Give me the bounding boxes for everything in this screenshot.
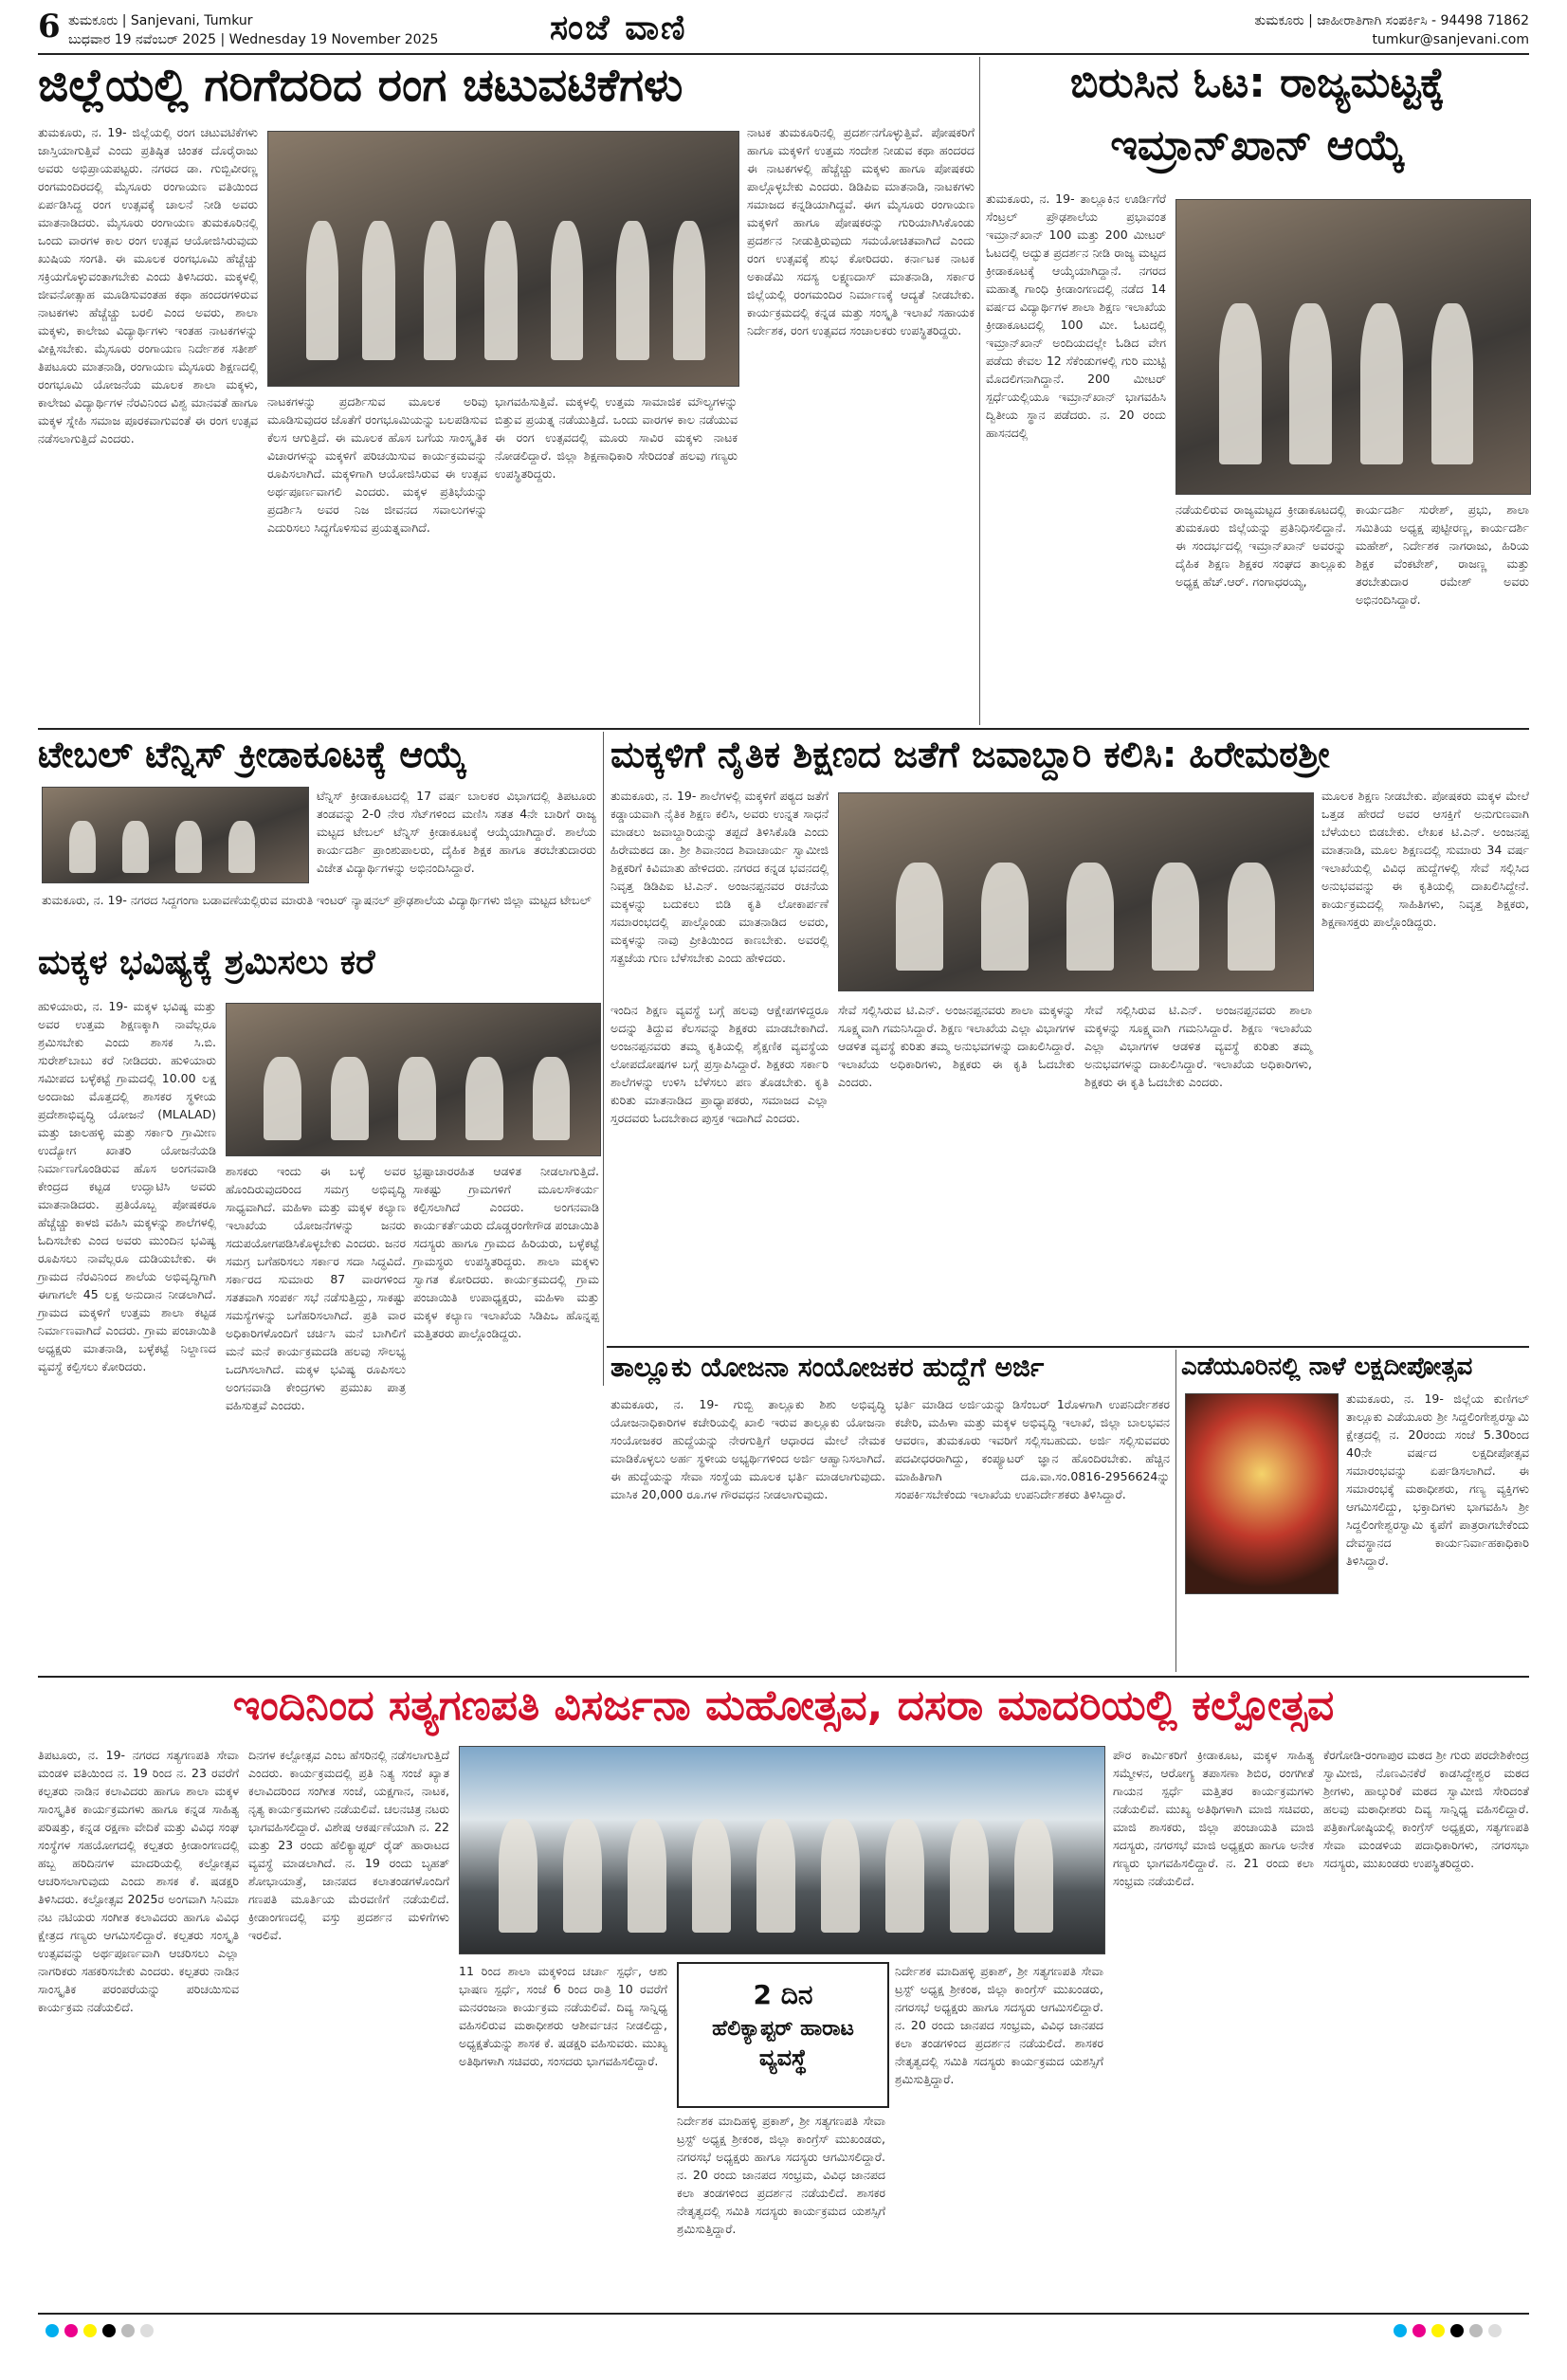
story5-col1b: ಇಂದಿನ ಶಿಕ್ಷಣ ವ್ಯವಸ್ಥೆ ಬಗ್ಗೆ ಹಲವು ಆಕ್ಷೇಪಗಳಿದ್ದರೂ ಅದನ್ನು ತಿದ್ದುವ ಕೆಲಸವನ್ನು ಶಿಕ್ಷಕರು ಮಾಡಬೇಕಾಗಿದೆ. ಅಂಜನಪ್ಪನವರು ತಮ್ಮ ಕೃತಿಯಲ್ಲಿ ಶೈಕ್ಷಣಿಕ ವ್ಯವಸ್ಥೆಯ ಲೋಪದೋಷಗಳ ಬಗ್ಗೆ ಪ್ರಸ್ತಾಪಿಸಿದ್ದಾರೆ. ಶಿಕ್ಷಕರು ಸರ್ಕಾರಿ ಶಾಲೆಗಳನ್ನು ಉಳಿಸಿ ಬೆಳೆಸಲು ಪಣ ತೊಡಬೇಕು. ಕೃತಿ ಕುರಿತು ಮಾತನಾಡಿದ ಪ್ರಾಧ್ಯಾಪಕರು, ಸಮಾಜದ ಎಲ್ಲಾ ಸ್ತರದವರು ಓದಬೇಕಾದ ಪುಸ್ತಕ ಇದಾಗಿದೆ ಎಂದರು. xyxy=(610,1003,829,1125)
story7-photo xyxy=(1185,1393,1339,1594)
ad-line-2: ಹೆಲಿಕ್ಯಾಪ್ಟರ್ ಹಾರಾಟ xyxy=(712,2017,854,2041)
story5-col4: ಮೂಲಕ ಶಿಕ್ಷಣ ನೀಡಬೇಕು. ಪೋಷಕರು ಮಕ್ಕಳ ಮೇಲೆ ಒತ್ತಡ ಹೇರದೆ ಅವರ ಆಸಕ್ತಿಗೆ ಅನುಗುಣವಾಗಿ ಬೆಳೆಯಲು ಬಿಡಬೇಕು. ಲೇಖಕ ಟಿ.ಎನ್. ಅಂಜನಪ್ಪ ಮಾತನಾಡಿ, ಮೂಲ ಶಿಕ್ಷಣದಲ್ಲಿ ಸುಮಾರು 34 ವರ್ಷ ಇಲಾಖೆಯಲ್ಲಿ ವಿವಿಧ ಹುದ್ದೆಗಳಲ್ಲಿ ಸೇವೆ ಸಲ್ಲಿಸಿದ ಅನುಭವವನ್ನು ಈ ಕೃತಿಯಲ್ಲಿ ದಾಖಲಿಸಿದ್ದೇನೆ. ಕಾರ್ಯಕ್ರಮದಲ್ಲಿ ಸಾಹಿತಿಗಳು, ನಿವೃತ್ತ ಶಿಕ್ಷಕರು, ಶಿಕ್ಷಣಾಸಕ್ತರು ಪಾಲ್ಗೊಂಡಿದ್ದರು. xyxy=(1321,789,1529,929)
story1-col3: ಭಾಗವಹಿಸುತ್ತಿವೆ. ಮಕ್ಕಳಲ್ಲಿ ಉತ್ತಮ ಸಾಮಾಜಿಕ ಮೌಲ್ಯಗಳನ್ನು ಬಿತ್ತುವ ಪ್ರಯತ್ನ ನಡೆಯುತ್ತಿದೆ. ಒಂದು ವಾರಗಳ ಕಾಲ ನಡೆಯುವ ಈ ರಂಗ ಉತ್ಸವದಲ್ಲಿ ಮೂರು ಸಾವಿರ ಮಕ್ಕಳು ನಾಟಕ ನೋಡಲಿದ್ದಾರೆ. ಜಿಲ್ಲಾ ಶಿಕ್ಷಣಾಧಿಕಾರಿ ಸೇರಿದಂತೆ ಹಲವು ಗಣ್ಯರು ಉಪಸ್ಥಿತರಿದ್ದರು. xyxy=(495,394,738,481)
story5-col3: ಸೇವೆ ಸಲ್ಲಿಸಿರುವ ಟಿ.ಎನ್. ಅಂಜನಪ್ಪನವರು ಶಾಲಾ ಮಕ್ಕಳನ್ನು ಸೂಕ್ಷ್ಮವಾಗಿ ಗಮನಿಸಿದ್ದಾರೆ. ಶಿಕ್ಷಣ ಇಲಾಖೆಯ ಎಲ್ಲಾ ವಿಭಾಗಗಳ ಆಡಳಿತ ವ್ಯವಸ್ಥೆ ಕುರಿತು ತಮ್ಮ ಅನುಭವಗಳನ್ನು ದಾಖಲಿಸಿದ್ದಾರೆ. ಇಲಾಖೆಯ ಅಧಿಕಾರಿಗಳು, ಶಿಕ್ಷಕರು ಈ ಕೃತಿ ಓದಬೇಕು ಎಂದರು. xyxy=(1084,1003,1312,1089)
story6-col1: ತುಮಕೂರು, ನ. 19- ಗುಬ್ಬಿ ತಾಲ್ಲೂಕು ಶಿಶು ಅಭಿವೃದ್ಧಿ ಯೋಜನಾಧಿಕಾರಿಗಳ ಕಚೇರಿಯಲ್ಲಿ ಖಾಲಿ ಇರುವ ತಾಲ್ಲೂಕು ಯೋಜನಾ ಸಂಯೋಜಕರ ಹುದ್ದೆಯನ್ನು ನೇರಗುತ್ತಿಗೆ ಆಧಾರದ ಮೇಲೆ ನೇಮಕ ಮಾಡಿಕೊಳ್ಳಲು ಅರ್ಹ ಸ್ಥಳೀಯ ಅಭ್ಯರ್ಥಿಗಳಿಂದ ಅರ್ಜಿ ಆಹ್ವಾನಿಸಲಾಗಿದೆ. ಈ ಹುದ್ದೆಯನ್ನು ಸೇವಾ ಸಂಸ್ಥೆಯ ಮೂಲಕ ಭರ್ತಿ ಮಾಡಲಾಗುವುದು. ಮಾಸಿಕ 20,000 ರೂ.ಗಳ ಗೌರವಧನ ನೀಡಲಾಗುವುದು. xyxy=(610,1397,885,1501)
story8-col1: ತಿಪಟೂರು, ನ. 19- ನಗರದ ಸತ್ಯಗಣಪತಿ ಸೇವಾ ಮಂಡಳಿ ವತಿಯಿಂದ ನ. 19 ರಿಂದ ನ. 23 ರವರೆಗೆ ಕಲ್ಪತರು ನಾಡಿನ ಕಲಾವಿದರು ಹಾಗೂ ಶಾಲಾ ಮಕ್ಕಳ ಸಾಂಸ್ಕೃತಿಕ ಕಾರ್ಯಕ್ರಮಗಳು ಹಾಗೂ ಕನ್ನಡ ಸಾಹಿತ್ಯ ಪರಿಷತ್ತು, ಕನ್ನಡ ರಕ್ಷಣಾ ವೇದಿಕೆ ಮತ್ತು ವಿವಿಧ ಸಂಘ ಸಂಸ್ಥೆಗಳ ಸಹಯೋಗದಲ್ಲಿ ಕಲ್ಪತರು ಕ್ರೀಡಾಂಗಣದಲ್ಲಿ ಹಬ್ಬ ಹರಿದಿನಗಳ ಮಾದರಿಯಲ್ಲಿ ಕಲ್ಪೋತ್ಸವ ಆಚರಿಸಲಾಗುವುದು ಎಂದು ಶಾಸಕ ಕೆ. ಷಡಕ್ಷರಿ ತಿಳಿಸಿದರು. ಕಲ್ಪೋತ್ಸವ 2025ರ ಅಂಗವಾಗಿ ಸಿನಿಮಾ ನಟ ನಟಿಯರು ಸಂಗೀತ ಕಲಾವಿದರು ಹಾಗೂ ವಿವಿಧ ಕ್ಷೇತ್ರದ ಗಣ್ಯರು ಆಗಮಿಸಲಿದ್ದಾರೆ. ಕಲ್ಪತರು ಸಂಸ್ಕೃತಿ ಉತ್ಸವವನ್ನು ಅರ್ಥಪೂರ್ಣವಾಗಿ ಆಚರಿಸಲು ಎಲ್ಲಾ ನಾಗರಿಕರು ಸಹಕರಿಸಬೇಕು ಎಂದರು. ಕಲ್ಪತರು ನಾಡಿನ ಸಾಂಸ್ಕೃತಿಕ ಪರಂಪರೆಯನ್ನು ಪರಿಚಯಿಸುವ ಕಾರ್ಯಕ್ರಮ ನಡೆಯಲಿದೆ. xyxy=(38,1748,239,2014)
story4-col2: ಶಾಸಕರು ಇಂದು ಈ ಬಳ್ಳೆ ಅವರ ಹೊಂದಿರುವುದರಿಂದ ಸಮಗ್ರ ಅಭಿವೃದ್ಧಿ ಸಾಧ್ಯವಾಗಿದೆ. ಮಹಿಳಾ ಮತ್ತು ಮಕ್ಕಳ ಕಲ್ಯಾಣ ಇಲಾಖೆಯ ಯೋಜನೆಗಳನ್ನು ಜನರು ಸದುಪಯೋಗಪಡಿಸಿಕೊಳ್ಳಬೇಕು ಎಂದರು. ಜನರ ಸಮಗ್ರ ಬಗೆಹರಿಸಲು ಸರ್ಕಾರ ಸದಾ ಸಿದ್ಧವಿದೆ. ಸರ್ಕಾರದ ಸುಮಾರು 87 ವಾರಗಳಿಂದ ಸತತವಾಗಿ ಸಂಪರ್ಕ ಸಭೆ ನಡೆಸುತ್ತಿದ್ದು, ಸಾಕಷ್ಟು ಸಮಸ್ಯೆಗಳನ್ನು ಬಗೆಹರಿಸಲಾಗಿದೆ. ಪ್ರತಿ ವಾರ ಅಧಿಕಾರಿಗಳೊಂದಿಗೆ ಚರ್ಚಿಸಿ ಮನೆ ಬಾಗಿಲಿಗೆ ಮನೆ ಮನೆ ಕಾರ್ಯಕ್ರಮದಡಿ ಹಲವು ಸೌಲಭ್ಯ ಒದಗಿಸಲಾಗಿದೆ. ಮಕ್ಕಳ ಭವಿಷ್ಯ ರೂಪಿಸಲು ಅಂಗನವಾಡಿ ಕೇಂದ್ರಗಳು ಪ್ರಮುಖ ಪಾತ್ರ ವಹಿಸುತ್ತವೆ ಎಂದರು. xyxy=(226,1164,406,1412)
ad-line-1: 2 ದಿನ xyxy=(753,1979,813,2010)
story2-col3: ಕಾರ್ಯದರ್ಶಿ ಸುರೇಶ್, ಪ್ರಭು, ಶಾಲಾ ಸಮಿತಿಯ ಅಧ್ಯಕ್ಷ ಪುಟ್ಟೀರಣ್ಣ, ಕಾರ್ಯದರ್ಶಿ ಮಹೇಶ್, ನಿರ್ದೇಶಕ ನಾಗರಾಜು, ಹಿರಿಯ ಶಿಕ್ಷಕ ವೆಂಕಟೇಶ್, ರಾಜಣ್ಣ ಮತ್ತು ತರಬೇತುದಾರ ರಮೇಶ್ ಅವರು ಅಭಿನಂದಿಸಿದ್ದಾರೆ. xyxy=(1356,502,1529,607)
story8-headline: ಇಂದಿನಿಂದ ಸತ್ಯಗಣಪತಿ ವಿಸರ್ಜನಾ ಮಹೋತ್ಸವ, ದಸರಾ ಮಾದರಿಯಲ್ಲಿ ಕಲ್ಪೋತ್ಸವ xyxy=(232,1681,1335,1730)
story5-col1: ತುಮಕೂರು, ನ. 19- ಶಾಲೆಗಳಲ್ಲಿ ಮಕ್ಕಳಿಗೆ ಪಠ್ಯದ ಜತೆಗೆ ಕಡ್ಡಾಯವಾಗಿ ನೈತಿಕ ಶಿಕ್ಷಣ ಕಲಿಸಿ, ಅವರು ಉನ್ನತ ಸಾಧನೆ ಮಾಡಲು ಜವಾಬ್ದಾರಿಯನ್ನು ತಪ್ಪದೆ ತಿಳಿಸಿಕೊಡಿ ಎಂದು ಹಿರೇಮಠದ ಡಾ. ಶ್ರೀ ಶಿವಾನಂದ ಶಿವಾಚಾರ್ಯ ಸ್ವಾಮೀಜಿ ಶಿಕ್ಷಕರಿಗೆ ಕಿವಿಮಾತು ಹೇಳಿದರು. ನಗರದ ಕನ್ನಡ ಭವನದಲ್ಲಿ ನಿವೃತ್ತ ಡಿಡಿಪಿಐ ಟಿ.ಎನ್. ಅಂಜನಪ್ಪನವರ ರಚನೆಯ ಮಕ್ಕಳನ್ನು ಬದುಕಲು ಬಿಡಿ ಕೃತಿ ಲೋಕಾರ್ಪಣೆ ಸಮಾರಂಭದಲ್ಲಿ ಪಾಲ್ಗೊಂಡು ಮಾತನಾಡಿದ ಅವರು, ಮಕ್ಕಳನ್ನು ನಾವು ಪ್ರೀತಿಯಿಂದ ಕಾಣಬೇಕು. ಅವರಲ್ಲಿ ಸತ್ಪ್ರಜೆಯ ಗುಣ ಬೆಳೆಸಬೇಕು ಎಂದು ಹೇಳಿದರು. xyxy=(610,789,829,965)
color-registration-right xyxy=(1394,2324,1526,2343)
contact-info xyxy=(1254,11,1529,49)
story8-col5: ಪೌರ ಕಾರ್ಮಿಕರಿಗೆ ಕ್ರೀಡಾಕೂಟ, ಮಕ್ಕಳ ಸಾಹಿತ್ಯ ಸಮ್ಮೇಳನ, ಆರೋಗ್ಯ ತಪಾಸಣಾ ಶಿಬಿರ, ರಂಗಗೀತೆ ಗಾಯನ ಸ್ಪರ್ಧೆ ಮತ್ತಿತರ ಕಾರ್ಯಕ್ರಮಗಳು ನಡೆಯಲಿವೆ. ಮುಖ್ಯ ಅತಿಥಿಗಳಾಗಿ ಮಾಜಿ ಸಚಿವರು, ಮಾಜಿ ಶಾಸಕರು, ಜಿಲ್ಲಾ ಪಂಚಾಯತಿ ಮಾಜಿ ಸದಸ್ಯರು, ನಗರಸಭೆ ಮಾಜಿ ಅಧ್ಯಕ್ಷರು ಹಾಗೂ ಅನೇಕ ಗಣ್ಯರು ಭಾಗವಹಿಸಲಿದ್ದಾರೆ. ನ. 21 ರಂದು ಕಲಾ ಸಂಭ್ರಮ ನಡೆಯಲಿದೆ. xyxy=(1113,1748,1314,1888)
story1-photo xyxy=(267,131,739,387)
story3-headline: ಟೇಬಲ್ ಟೆನ್ನಿಸ್ ಕ್ರೀಡಾಕೂಟಕ್ಕೆ ಆಯ್ಕೆ xyxy=(38,734,467,775)
story1-headline: ಜಿಲ್ಲೆಯಲ್ಲಿ ಗರಿಗೆದರಿದ ರಂಗ ಚಟುವಟಿಕೆಗಳು xyxy=(38,59,683,112)
date-line: ಬುಧವಾರ 19 ನವೆಂಬರ್ 2025 | Wednesday 19 November 2025 xyxy=(68,32,439,47)
story6-col2: ಭರ್ತಿ ಮಾಡಿದ ಅರ್ಜಿಯನ್ನು ಡಿಸೆಂಬರ್ 1ರೊಳಗಾಗಿ ಉಪನಿರ್ದೇಶಕರ ಕಚೇರಿ, ಮಹಿಳಾ ಮತ್ತು ಮಕ್ಕಳ ಅಭಿವೃದ್ಧಿ ಇಲಾಖೆ, ಜಿಲ್ಲಾ ಬಾಲಭವನ ಆವರಣ, ತುಮಕೂರು ಇವರಿಗೆ ಸಲ್ಲಿಸಬಹುದು. ಅರ್ಜಿ ಸಲ್ಲಿಸುವವರು ಪದವೀಧರರಾಗಿದ್ದು, ಕಂಪ್ಯೂಟರ್ ಜ್ಞಾನ ಹೊಂದಿರಬೇಕು. ಹೆಚ್ಚಿನ ಮಾಹಿತಿಗಾಗಿ ದೂ.ವಾ.ಸಂ.0816-2956624ನ್ನು ಸಂಪರ್ಕಿಸಬೇಕೆಂದು ಇಲಾಖೆಯ ಉಪನಿರ್ದೇಶಕರು ತಿಳಿಸಿದ್ದಾರೆ. xyxy=(895,1397,1170,1501)
story6-headline: ತಾಲ್ಲೂಕು ಯೋಜನಾ ಸಂಯೋಜಕರ ಹುದ್ದೆಗೆ ಅರ್ಜಿ xyxy=(610,1352,1045,1383)
email-link[interactable]: tumkur@sanjevani.com xyxy=(1372,32,1529,47)
story8-col2: ದಿನಗಳ ಕಲ್ಪೋತ್ಸವ ಎಂಬ ಹೆಸರಿನಲ್ಲಿ ನಡೆಸಲಾಗುತ್ತಿದೆ ಎಂದರು. ಕಾರ್ಯಕ್ರಮದಲ್ಲಿ ಪ್ರತಿ ನಿತ್ಯ ಸಂಜೆ ಖ್ಯಾತ ಕಲಾವಿದರಿಂದ ಸಂಗೀತ ಸಂಜೆ, ಯಕ್ಷಗಾನ, ನಾಟಕ, ನೃತ್ಯ ಕಾರ್ಯಕ್ರಮಗಳು ನಡೆಯಲಿವೆ. ಚಲನಚಿತ್ರ ನಟರು ಭಾಗವಹಿಸಲಿದ್ದಾರೆ. ವಿಶೇಷ ಆಕರ್ಷಣೆಯಾಗಿ ನ. 22 ಮತ್ತು 23 ರಂದು ಹೆಲಿಕ್ಯಾಪ್ಟರ್ ರೈಡ್ ಹಾರಾಟದ ವ್ಯವಸ್ಥೆ ಮಾಡಲಾಗಿದೆ. ನ. 19 ರಂದು ಬೃಹತ್ ಶೋಭಾಯಾತ್ರೆ, ಜಾನಪದ ಕಲಾತಂಡಗಳೊಂದಿಗೆ ಗಣಪತಿ ಮೂರ್ತಿಯ ಮೆರವಣಿಗೆ ನಡೆಯಲಿದೆ. ಕ್ರೀಡಾಂಗಣದಲ್ಲಿ ವಸ್ತು ಪ್ರದರ್ಶನ ಮಳಿಗೆಗಳು ಇರಲಿವೆ. xyxy=(248,1748,449,1942)
story4-headline: ಮಕ್ಕಳ ಭವಿಷ್ಯಕ್ಕೆ ಶ್ರಮಿಸಲು ಕರೆ xyxy=(38,943,375,982)
story1-col4: ನಾಟಕ ತುಮಕೂರಿನಲ್ಲಿ ಪ್ರದರ್ಶನಗೊಳ್ಳುತ್ತಿವೆ. ಪೋಷಕರಿಗೆ ಹಾಗೂ ಮಕ್ಕಳಿಗೆ ಉತ್ತಮ ಸಂದೇಶ ನೀಡುವ ಕಥಾ ಹಂದರದ ಈ ನಾಟಕಗಳಲ್ಲಿ ಹೆಚ್ಚೆಚ್ಚು ಮಕ್ಕಳು ಹಾಗೂ ಪೋಷಕರು ಪಾಲ್ಗೊಳ್ಳಬೇಕು ಎಂದರು. ಡಿಡಿಪಿಐ ಮಾತನಾಡಿ, ನಾಟಕಗಳು ಸಮಾಜದ ಕನ್ನಡಿಯಾಗಿದ್ದವೆ. ಈಗ ಮೈಸೂರು ರಂಗಾಯಣ ಮಕ್ಕಳಿಗೆ ಹಾಗೂ ಪೋಷಕರನ್ನು ಗುರಿಯಾಗಿಸಿಕೊಂಡು ಪ್ರದರ್ಶನ ನೀಡುತ್ತಿರುವುದು ಸಮಯೋಚಿತವಾಗಿದೆ ಎಂದು ರಂಗ ಉತ್ಸವಕ್ಕೆ ಶುಭ ಕೋರಿದರು. ಕರ್ನಾಟಕ ನಾಟಕ ಅಕಾಡೆಮಿ ಸದಸ್ಯ ಲಕ್ಷ್ಮಣದಾಸ್ ಮಾತನಾಡಿ, ಸರ್ಕಾರ ಜಿಲ್ಲೆಯಲ್ಲಿ ರಂಗಮಂದಿರ ನಿರ್ಮಾಣಕ್ಕೆ ಆದ್ಯತೆ ನೀಡಬೇಕು. ಕಾರ್ಯಕ್ರಮದಲ್ಲಿ ಕನ್ನಡ ಮತ್ತು ಸಂಸ್ಕೃತಿ ಇಲಾಖೆ ಸಹಾಯಕ ನಿರ್ದೇಶಕ, ರಂಗ ಉತ್ಸವದ ಸಂಚಾಲಕರು ಉಪಸ್ಥಿತರಿದ್ದರು. xyxy=(747,125,975,337)
story5-headline: ಮಕ್ಕಳಿಗೆ ನೈತಿಕ ಶಿಕ್ಷಣದ ಜತೆಗೆ ಜವಾಬ್ದಾರಿ ಕಲಿಸಿ: ಹಿರೇಮಠಶ್ರೀ xyxy=(610,734,1330,775)
story4-photo xyxy=(226,1003,601,1156)
page-number: 6 xyxy=(38,8,61,45)
footer-rule xyxy=(38,2313,1529,2315)
masthead xyxy=(38,8,1529,55)
story8-col3: 11 ರಿಂದ ಶಾಲಾ ಮಕ್ಕಳಿಂದ ಚರ್ಚಾ ಸ್ಪರ್ಧೆ, ಆಶು ಭಾಷಣ ಸ್ಪರ್ಧೆ, ಸಂಜೆ 6 ರಿಂದ ರಾತ್ರಿ 10 ರವರೆಗೆ ಮನರಂಜನಾ ಕಾರ್ಯಕ್ರಮ ನಡೆಯಲಿವೆ. ದಿವ್ಯ ಸಾನ್ನಿಧ್ಯ ವಹಿಸಲಿರುವ ಮಠಾಧೀಶರು ಆಶೀರ್ವಚನ ನೀಡಲಿದ್ದು, ಅಧ್ಯಕ್ಷತೆಯನ್ನು ಶಾಸಕ ಕೆ. ಷಡಕ್ಷರಿ ವಹಿಸುವರು. ಮುಖ್ಯ ಅತಿಥಿಗಳಾಗಿ ಸಚಿವರು, ಸಂಸದರು ಭಾಗವಹಿಸಲಿದ್ದಾರೆ. xyxy=(459,1964,667,2068)
story2-col1: ತುಮಕೂರು, ನ. 19- ತಾಲ್ಲೂಕಿನ ಊರ್ಡಿಗೆರೆ ಸೆಂಟ್ರಲ್ ಪ್ರೌಢಶಾಲೆಯ ಪ್ರಭಾವಂತ ಇಮ್ರಾನ್‌ಖಾನ್ 100 ಮತ್ತು 200 ಮೀಟರ್ ಓಟದಲ್ಲಿ ಅದ್ಭುತ ಪ್ರದರ್ಶನ ನೀಡಿ ರಾಜ್ಯ ಮಟ್ಟದ ಕ್ರೀಡಾಕೂಟಕ್ಕೆ ಆಯ್ಕೆಯಾಗಿದ್ದಾನೆ. ನಗರದ ಮಹಾತ್ಮ ಗಾಂಧಿ ಕ್ರೀಡಾಂಗಣದಲ್ಲಿ ನಡೆದ 14 ವರ್ಷದ ವಿದ್ಯಾರ್ಥಿಗಳ ಶಾಲಾ ಶಿಕ್ಷಣ ಇಲಾಖೆಯ ಕ್ರೀಡಾಕೂಟದಲ್ಲಿ 100 ಮೀ. ಓಟದಲ್ಲಿ ಇಮ್ರಾನ್‌ಖಾನ್ ಅಂದಿಯದಲ್ಲೇ ಓಡಿದ ವೇಗ ಪಡೆದು ಕೇವಲ 12 ಸೆಕೆಂಡುಗಳಲ್ಲಿ ಗುರಿ ಮುಟ್ಟಿ ಮೊದಲಿಗನಾಗಿದ್ದಾನೆ. 200 ಮೀಟರ್ ಸ್ಪರ್ಧೆಯಲ್ಲಿಯೂ ಇಮ್ರಾನ್‌ಖಾನ್ ಭಾಗವಹಿಸಿ ದ್ವಿತೀಯ ಸ್ಥಾನ ಪಡೆದರು. ನ. 20 ರಂದು ಹಾಸನದಲ್ಲಿ xyxy=(986,191,1166,440)
edition-info xyxy=(68,11,438,49)
story3-photo xyxy=(42,787,309,883)
color-registration-left xyxy=(46,2324,197,2343)
newspaper-logo xyxy=(550,8,687,48)
story7-col1: ತುಮಕೂರು, ನ. 19- ಜಿಲ್ಲೆಯ ಕುಣಿಗಲ್ ತಾಲ್ಲೂಕು ಎಡೆಯೂರು ಶ್ರೀ ಸಿದ್ದಲಿಂಗೇಶ್ವರಸ್ವಾಮಿ ಕ್ಷೇತ್ರದಲ್ಲಿ ನ. 20ರಂದು ಸಂಜೆ 5.30ರಿಂದ 40ನೇ ವರ್ಷದ ಲಕ್ಷದೀಪೋತ್ಸವ ಸಮಾರಂಭವನ್ನು ಏರ್ಪಡಿಸಲಾಗಿದೆ. ಈ ಸಮಾರಂಭಕ್ಕೆ ಮಠಾಧೀಶರು, ಗಣ್ಯ ವ್ಯಕ್ತಿಗಳು ಆಗಮಿಸಲಿದ್ದು, ಭಕ್ತಾದಿಗಳು ಭಾಗವಹಿಸಿ ಶ್ರೀ ಸಿದ್ದಲಿಂಗೇಶ್ವರಸ್ವಾಮಿ ಕೃಪೆಗೆ ಪಾತ್ರರಾಗಬೇಕೆಂದು ದೇವಸ್ಥಾನದ ಕಾರ್ಯನಿರ್ವಾಹಕಾಧಿಕಾರಿ ತಿಳಿಸಿದ್ದಾರೆ. xyxy=(1346,1391,1529,1568)
story8-col3b: ನಿರ್ದೇಶಕ ಮಾದಿಹಳ್ಳಿ ಪ್ರಕಾಶ್, ಶ್ರೀ ಸತ್ಯಗಣಪತಿ ಸೇವಾ ಟ್ರಸ್ಟ್ ಅಧ್ಯಕ್ಷ ಶ್ರೀಕಂಠ, ಜಿಲ್ಲಾ ಕಾಂಗ್ರೆಸ್ ಮುಖಂಡರು, ನಗರಸಭೆ ಅಧ್ಯಕ್ಷರು ಹಾಗೂ ಸದಸ್ಯರು ಆಗಮಿಸಲಿದ್ದಾರೆ. ನ. 20 ರಂದು ಜಾನಪದ ಸಂಭ್ರಮ, ವಿವಿಧ ಜಾನಪದ ಕಲಾ ತಂಡಗಳಿಂದ ಪ್ರದರ್ಶನ ನಡೆಯಲಿದೆ. ಶಾಸಕರ ನೇತೃತ್ವದಲ್ಲಿ ಸಮಿತಿ ಸದಸ್ಯರು ಕಾರ್ಯಕ್ರಮದ ಯಶಸ್ಸಿಗೆ ಶ್ರಮಿಸುತ್ತಿದ್ದಾರೆ. xyxy=(677,2114,885,2236)
story3-col2: ತುಮಕೂರು, ನ. 19- ನಗರದ ಸಿದ್ದಗಂಗಾ ಬಡಾವಣೆಯಲ್ಲಿರುವ ಮಾರುತಿ ಇಂಟರ್ ನ್ಯಾಷನಲ್ ಪ್ರೌಢಶಾಲೆಯ ವಿದ್ಯಾರ್ಥಿಗಳು ಜಿಲ್ಲಾ ಮಟ್ಟದ ಟೇಬಲ್ xyxy=(42,893,592,907)
story8-photo xyxy=(459,1746,1105,1954)
story4-col3: ಭ್ರಷ್ಟಾಚಾರರಹಿತ ಆಡಳಿತ ನೀಡಲಾಗುತ್ತಿದೆ. ಸಾಕಷ್ಟು ಗ್ರಾಮಗಳಿಗೆ ಮೂಲಸೌಕರ್ಯ ಕಲ್ಪಿಸಲಾಗಿದೆ ಎಂದರು. ಅಂಗನವಾಡಿ ಕಾರ್ಯಕರ್ತೆಯರು ದೊಡ್ಡರಂಗೇಗೌಡ ಪಂಚಾಯಿತಿ ಸದಸ್ಯರು ಹಾಗೂ ಗ್ರಾಮದ ಹಿರಿಯರು, ಬಳ್ಳೆಕಟ್ಟೆ ಗ್ರಾಮಸ್ಥರು ಉಪಸ್ಥಿತರಿದ್ದರು. ಶಾಲಾ ಮಕ್ಕಳು ಸ್ವಾಗತ ಕೋರಿದರು. ಕಾರ್ಯಕ್ರಮದಲ್ಲಿ ಗ್ರಾಮ ಪಂಚಾಯಿತಿ ಉಪಾಧ್ಯಕ್ಷರು, ಮಹಿಳಾ ಮತ್ತು ಮಕ್ಕಳ ಕಲ್ಯಾಣ ಇಲಾಖೆಯ ಸಿಡಿಪಿಒ ಹೊನ್ನಪ್ಪ ಮತ್ತಿತರರು ಪಾಲ್ಗೊಂಡಿದ್ದರು. xyxy=(413,1164,599,1340)
story3-col1: ಟೆನ್ನಿಸ್ ಕ್ರೀಡಾಕೂಟದಲ್ಲಿ 17 ವರ್ಷ ಬಾಲಕರ ವಿಭಾಗದಲ್ಲಿ ತಿಪಟೂರು ತಂಡವನ್ನು 2-0 ನೇರ ಸೆಟ್‌ಗಳಿಂದ ಮಣಿಸಿ ಸತತ 4ನೇ ಬಾರಿಗೆ ರಾಜ್ಯ ಮಟ್ಟದ ಟೇಬಲ್ ಟೆನ್ನಿಸ್ ಕ್ರೀಡಾಕೂಟಕ್ಕೆ ಆಯ್ಕೆಯಾಗಿದ್ದಾರೆ. ಶಾಲೆಯ ಕಾರ್ಯದರ್ಶಿ ಪ್ರಾಂಶುಪಾಲರು, ದೈಹಿಕ ಶಿಕ್ಷಕ ಹಾಗೂ ತರಬೇತುದಾರರು ವಿಜೇತ ವಿದ್ಯಾರ್ಥಿಗಳನ್ನು ಅಭಿನಂದಿಸಿದ್ದಾರೆ. xyxy=(317,789,596,875)
story2-headline-2: ಇಮ್ರಾನ್‌ಖಾನ್ ಆಯ್ಕೆ xyxy=(1110,121,1405,170)
story5-col2: ಸೇವೆ ಸಲ್ಲಿಸಿರುವ ಟಿ.ಎನ್. ಅಂಜನಪ್ಪನವರು ಶಾಲಾ ಮಕ್ಕಳನ್ನು ಸೂಕ್ಷ್ಮವಾಗಿ ಗಮನಿಸಿದ್ದಾರೆ. ಶಿಕ್ಷಣ ಇಲಾಖೆಯ ಎಲ್ಲಾ ವಿಭಾಗಗಳ ಆಡಳಿತ ವ್ಯವಸ್ಥೆ ಕುರಿತು ತಮ್ಮ ಅನುಭವಗಳನ್ನು ದಾಖಲಿಸಿದ್ದಾರೆ. ಇಲಾಖೆಯ ಅಧಿಕಾರಿಗಳು, ಶಿಕ್ಷಕರು ಈ ಕೃತಿ ಓದಬೇಕು ಎಂದರು. xyxy=(838,1003,1075,1089)
edition-line: ತುಮಕೂರು | Sanjevani, Tumkur xyxy=(68,13,253,28)
story2-headline-1: ಬಿರುಸಿನ ಓಟ: ರಾಜ್ಯಮಟ್ಟಕ್ಕೆ xyxy=(1069,59,1446,107)
story4-col1: ಹುಳಿಯಾರು, ನ. 19- ಮಕ್ಕಳ ಭವಿಷ್ಯ ಮತ್ತು ಅವರ ಉತ್ತಮ ಶಿಕ್ಷಣಕ್ಕಾಗಿ ನಾವೆಲ್ಲರೂ ಶ್ರಮಿಸಬೇಕು ಎಂದು ಶಾಸಕ ಸಿ.ಬಿ. ಸುರೇಶ್‌ಬಾಬು ಕರೆ ನೀಡಿದರು. ಹುಳಿಯಾರು ಸಮೀಪದ ಬಳ್ಳೆಕಟ್ಟೆ ಗ್ರಾಮದಲ್ಲಿ 10.00 ಲಕ್ಷ ಅಂದಾಜು ಮೊತ್ತದಲ್ಲಿ ಶಾಸಕರ ಸ್ಥಳೀಯ ಪ್ರದೇಶಾಭಿವೃದ್ಧಿ ಯೋಜನೆ (MLALAD) ಮತ್ತು ಜಾಲಹಳ್ಳಿ ಮತ್ತು ಸರ್ಕಾರಿ ಗ್ರಾಮೀಣ ಉದ್ಯೋಗ ಖಾತರಿ ಯೋಜನೆಯಡಿ ನಿರ್ಮಾಣಗೊಂಡಿರುವ ಹೊಸ ಅಂಗನವಾಡಿ ಕೇಂದ್ರದ ಕಟ್ಟಡ ಉದ್ಘಾಟಿಸಿ ಅವರು ಮಾತನಾಡಿದರು. ಪ್ರತಿಯೊಬ್ಬ ಪೋಷಕರೂ ಹೆಚ್ಚೆಚ್ಚು ಕಾಳಜಿ ವಹಿಸಿ ಮಕ್ಕಳನ್ನು ಶಾಲೆಗಳಲ್ಲಿ ಓದಿಸಬೇಕು ಎಂದ ಅವರು ಮುಂದಿನ ಭವಿಷ್ಯ ರೂಪಿಸಲು ನಾವೆಲ್ಲರೂ ದುಡಿಯಬೇಕು. ಈ ಗ್ರಾಮದ ನೆರವಿನಿಂದ ಶಾಲೆಯ ಅಭಿವೃದ್ಧಿಗಾಗಿ ಈಗಾಗಲೇ 45 ಲಕ್ಷ ಅನುದಾನ ನೀಡಲಾಗಿದೆ. ಗ್ರಾಮದ ಮಕ್ಕಳಿಗೆ ಉತ್ತಮ ಶಾಲಾ ಕಟ್ಟಡ ನಿರ್ಮಾಣವಾಗಿದೆ ಎಂದರು. ಗ್ರಾಮ ಪಂಚಾಯಿತಿ ಅಧ್ಯಕ್ಷರು ಮಾತನಾಡಿ, ಬಳ್ಳೆಕಟ್ಟೆ ನಿಲ್ದಾಣದ ವ್ಯವಸ್ಥೆ ಕಲ್ಪಿಸಲು ಕೋರಿದರು. xyxy=(38,999,216,1373)
story7-headline: ಎಡೆಯೂರಿನಲ್ಲಿ ನಾಳೆ ಲಕ್ಷದೀಪೋತ್ಸವ xyxy=(1181,1353,1473,1381)
story1-col1: ತುಮಕೂರು, ನ. 19- ಜಿಲ್ಲೆಯಲ್ಲಿ ರಂಗ ಚಟುವಟಿಕೆಗಳು ಜಾಸ್ತಿಯಾಗುತ್ತಿವೆ ಎಂದು ಪ್ರತಿಷ್ಠಿತ ಚಿಂತಕ ದೊರೈರಾಜು ಅವರು ಅಭಿಪ್ರಾಯಪಟ್ಟರು. ನಗರದ ಡಾ. ಗುಬ್ಬಿವೀರಣ್ಣ ರಂಗಮಂದಿರದಲ್ಲಿ ಮೈಸೂರು ರಂಗಾಯಣ ವತಿಯಿಂದ ಏರ್ಪಡಿಸಿದ್ದ ರಂಗ ಉತ್ಸವಕ್ಕೆ ಚಾಲನೆ ನೀಡಿ ಅವರು ಮಾತನಾಡಿದರು. ಮೈಸೂರು ರಂಗಾಯಣ ತುಮಕೂರಿನಲ್ಲಿ ಒಂದು ವಾರಗಳ ಕಾಲ ರಂಗ ಉತ್ಸವ ಆಯೋಜಿಸಿರುವುದು ಖುಷಿಯ ಸಂಗತಿ. ಈ ಮೂಲಕ ರಂಗಭೂಮಿ ಹೆಚ್ಚೆಚ್ಚು ಸಕ್ರಿಯಗೊಳ್ಳುವಂತಾಗಬೇಕು ಎಂದು ತಿಳಿಸಿದರು. ಮಕ್ಕಳಲ್ಲಿ ಜೀವನೋತ್ಸಾಹ ಮೂಡಿಸುವಂತಹ ಕಥಾ ಹಂದರಗಳಿರುವ ನಾಟಕಗಳು ಹೆಚ್ಚೆಚ್ಚು ಬರಲಿ ಎಂದ ಅವರು, ಶಾಲಾ ಮಕ್ಕಳು, ಕಾಲೇಜು ವಿದ್ಯಾರ್ಥಿಗಳು ಇಂತಹ ನಾಟಕಗಳನ್ನು ವೀಕ್ಷಿಸಬೇಕು. ಮೈಸೂರು ರಂಗಾಯಣ ನಿರ್ದೇಶಕ ಸತೀಶ್ ತಿಪಟೂರು ಮಾತನಾಡಿ, ರಂಗಾಯಣ ಮೈಸೂರು ಶಿಕ್ಷಣದಲ್ಲಿ ರಂಗಭೂಮಿ ಯೋಜನೆಯ ಮೂಲಕ ಶಾಲಾ ಮಕ್ಕಳು, ಕಾಲೇಜು ವಿದ್ಯಾರ್ಥಿಗಳ ನೆರವಿನಿಂದ ವಿಶ್ವ ಮಾನವತೆ ಹಾಗೂ ಮಕ್ಕಳ ಸ್ನೇಹಿ ಸಮಾಜ ಪೂರಕವಾಗುವಂತೆ ಈ ರಂಗ ಉತ್ಸವ ನಡೆಸಲಾಗುತ್ತಿದೆ ಎಂದರು. xyxy=(38,125,258,445)
ad-contact: ತುಮಕೂರು | ಜಾಹೀರಾತಿಗಾಗಿ ಸಂಪರ್ಕಿಸಿ - 94498 71862 xyxy=(1254,13,1529,28)
story8-col6: ಕೆರಗೋಡಿ-ರಂಗಾಪುರ ಮಠದ ಶ್ರೀ ಗುರು ಪರದೇಶಿಕೇಂದ್ರ ಸ್ವಾಮೀಜಿ, ನೊಣವಿನಕೆರೆ ಕಾಡಸಿದ್ದೇಶ್ವರ ಮಠದ ಶ್ರೀಗಳು, ಹಾಲ್ಕುರಿಕೆ ಮಠದ ಸ್ವಾಮೀಜಿ ಸೇರಿದಂತೆ ಹಲವು ಮಠಾಧೀಶರು ದಿವ್ಯ ಸಾನ್ನಿಧ್ಯ ವಹಿಸಲಿದ್ದಾರೆ. ಪತ್ರಿಕಾಗೋಷ್ಠಿಯಲ್ಲಿ ಕಾಂಗ್ರೆಸ್ ಅಧ್ಯಕ್ಷರು, ಸತ್ಯಗಣಪತಿ ಸೇವಾ ಮಂಡಳಿಯ ಪದಾಧಿಕಾರಿಗಳು, ನಗರಸಭಾ ಸದಸ್ಯರು, ಮುಖಂಡರು ಉಪಸ್ಥಿತರಿದ್ದರು. xyxy=(1323,1748,1529,1870)
story8-col4: ನಿರ್ದೇಶಕ ಮಾದಿಹಳ್ಳಿ ಪ್ರಕಾಶ್, ಶ್ರೀ ಸತ್ಯಗಣಪತಿ ಸೇವಾ ಟ್ರಸ್ಟ್ ಅಧ್ಯಕ್ಷ ಶ್ರೀಕಂಠ, ಜಿಲ್ಲಾ ಕಾಂಗ್ರೆಸ್ ಮುಖಂಡರು, ನಗರಸಭೆ ಅಧ್ಯಕ್ಷರು ಹಾಗೂ ಸದಸ್ಯರು ಆಗಮಿಸಲಿದ್ದಾರೆ. ನ. 20 ರಂದು ಜಾನಪದ ಸಂಭ್ರಮ, ವಿವಿಧ ಜಾನಪದ ಕಲಾ ತಂಡಗಳಿಂದ ಪ್ರದರ್ಶನ ನಡೆಯಲಿದೆ. ಶಾಸಕರ ನೇತೃತ್ವದಲ್ಲಿ ಸಮಿತಿ ಸದಸ್ಯರು ಕಾರ್ಯಕ್ರಮದ ಯಶಸ್ಸಿಗೆ ಶ್ರಮಿಸುತ್ತಿದ್ದಾರೆ. xyxy=(895,1964,1103,2086)
story2-col2: ನಡೆಯಲಿರುವ ರಾಜ್ಯಮಟ್ಟದ ಕ್ರೀಡಾಕೂಟದಲ್ಲಿ ತುಮಕೂರು ಜಿಲ್ಲೆಯನ್ನು ಪ್ರತಿನಿಧಿಸಲಿದ್ದಾನೆ. ಈ ಸಂದರ್ಭದಲ್ಲಿ ಇಮ್ರಾನ್‌ಖಾನ್ ಅವರನ್ನು ದೈಹಿಕ ಶಿಕ್ಷಣ ಶಿಕ್ಷಕರ ಸಂಘದ ತಾಲ್ಲೂಕು ಅಧ್ಯಕ್ಷ ಹೆಚ್.ಆರ್. ಗಂಗಾಧರಯ್ಯ, xyxy=(1175,502,1346,589)
story2-photo xyxy=(1175,199,1531,495)
logo-text: ಸಂಜೆ ವಾಣಿ xyxy=(550,8,687,47)
helicopter-ad-box xyxy=(677,1962,889,2108)
story1-col2: ನಾಟಕಗಳನ್ನು ಪ್ರದರ್ಶಿಸುವ ಮೂಲಕ ಅರಿವು ಮೂಡಿಸುವುದರ ಜೊತೆಗೆ ರಂಗಭೂಮಿಯನ್ನು ಬಲಪಡಿಸುವ ಕೆಲಸ ಆಗುತ್ತಿದೆ. ಈ ಮೂಲಕ ಹೊಸ ಬಗೆಯ ಸಾಂಸ್ಕೃತಿಕ ವಿಚಾರಗಳನ್ನು ಮಕ್ಕಳಿಗೆ ಪರಿಚಯಿಸುವ ಕಾರ್ಯಕ್ರಮವನ್ನು ರೂಪಿಸಲಾಗಿದೆ. ಮಕ್ಕಳಿಗಾಗಿ ಆಯೋಜಿಸಿರುವ ಈ ಉತ್ಸವ ಅರ್ಥಪೂರ್ಣವಾಗಲಿ ಎಂದರು. ಮಕ್ಕಳ ಪ್ರತಿಭೆಯನ್ನು ಪ್ರದರ್ಶಿಸಿ ಅವರ ನಿಜ ಜೀವನದ ಸವಾಲುಗಳನ್ನು ಎದುರಿಸಲು ಸಿದ್ಧಗೊಳಿಸುವ ಪ್ರಯತ್ನವಾಗಿದೆ. xyxy=(267,394,487,535)
story5-photo xyxy=(838,792,1314,991)
ad-line-3: ವ್ಯವಸ್ಥೆ xyxy=(758,2044,808,2071)
